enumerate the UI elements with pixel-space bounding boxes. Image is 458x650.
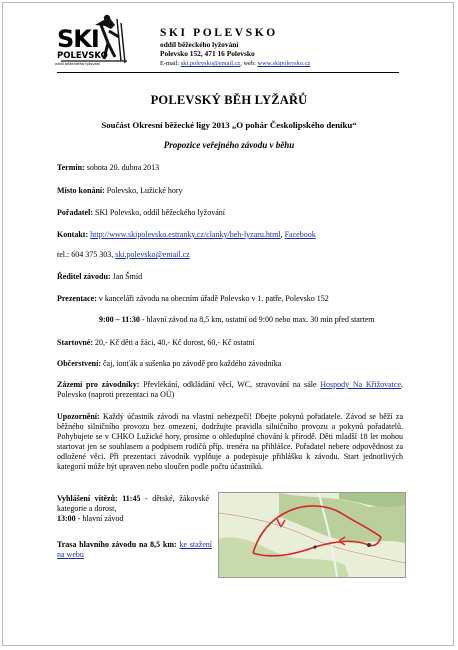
header-email-link[interactable]: ski.polevsko@email.cz bbox=[180, 60, 241, 67]
obcerstveni-line bbox=[57, 359, 281, 369]
reditel-value: Jan Šmíd bbox=[110, 272, 143, 281]
prezentace-rest: - hlavní závod na 8,5 km, ostatní od 9:00 nebo max. 30 min před startem bbox=[139, 315, 375, 324]
prezentace-label: Prezentace: bbox=[57, 294, 97, 303]
kontakt-sep: , bbox=[280, 230, 285, 239]
zazemi-rest: , Polevsko (naproti prezentaci na OÚ) bbox=[57, 380, 404, 399]
prezentace-value: v kanceláři závodu na obecním úřadě Polevsko v 1. patře, Polevsko 152 bbox=[96, 294, 329, 303]
termin-label: Termín: bbox=[57, 163, 85, 172]
logo-ski-glyph: SKI bbox=[57, 25, 99, 53]
tel-text: tel.: 604 375 303, bbox=[57, 250, 116, 259]
prezentace-line bbox=[57, 294, 329, 304]
vyhlaseni-label: Vyhlášení vítězů: bbox=[57, 494, 118, 503]
misto-value: Polevsko, Lužické hory bbox=[104, 186, 183, 195]
obcerstveni-label: Občerstvení: bbox=[57, 359, 101, 368]
kontakt-link[interactable]: http://www.skipolevsko.estranky.cz/clanky/beh-lyzaru.html bbox=[90, 230, 281, 239]
route-map-graphic bbox=[219, 493, 405, 577]
startovne-line bbox=[57, 338, 255, 348]
prezentace-time-line bbox=[99, 315, 375, 325]
reditel-line bbox=[57, 272, 142, 282]
zazemi-paragraph bbox=[57, 380, 403, 400]
kontakt-label: Kontakt: bbox=[57, 230, 89, 239]
tel-email-link[interactable]: ski.polevsko@email.cz bbox=[115, 250, 190, 259]
misto-label: Místo konání: bbox=[57, 186, 105, 195]
upozorneni-label: Upozornění: bbox=[57, 412, 100, 421]
prezentace-time: 9:00 – 11:30 bbox=[99, 315, 140, 324]
vyhlaseni-main-time: 13:00 bbox=[57, 514, 76, 523]
web-label: , web: bbox=[240, 60, 258, 67]
document-subtitle: Součást Okresní běžecké ligy 2013 „O pohár Českolipského deníku“ bbox=[101, 120, 357, 130]
ski-polevsko-logo bbox=[55, 13, 130, 71]
upozorneni-paragraph bbox=[57, 412, 403, 472]
org-section: oddíl běžeckého lyžování bbox=[160, 40, 239, 49]
header-web-link[interactable]: www.skipolevsko.cz bbox=[257, 60, 311, 67]
tel-line bbox=[57, 250, 190, 260]
upozorneni-value: Každý účastník závodí na vlastní nebezpečí! Dbejte pokynů pořadatele. Závod se běží za běžného silničního provozu bez omezení, dodržujte pravidla silničního provozu a pokynů pořadatelů. Pohybujete se v CHKO Lužické hory, prosíme o ohleduplné chování k přírodě. Děti mladší 18 let mohou startovat jen se souhlasem a podpisem rodičů příp. trenéra na přihlášce. Pořadatel nebere odpovědnost za odložené věci. Při prezentaci závodník vyplňuje a podepisuje přihlášku k závodu. Start jednotlivých kategorií může být upraven nebo sloučen podle počtu účastníků. bbox=[57, 412, 403, 471]
termin-value: sobota 20. dubna 2013 bbox=[84, 163, 160, 172]
trasa-download-link[interactable]: ke stažení na webu bbox=[57, 540, 212, 559]
route-map[interactable] bbox=[218, 492, 406, 578]
trasa-label: Trasa hlavního závodu na 8,5 km: bbox=[57, 540, 177, 549]
facebook-link[interactable]: Facebook bbox=[284, 230, 316, 239]
header-divider bbox=[57, 72, 399, 73]
misto-line bbox=[57, 186, 183, 196]
vyhlaseni-time: 11:45 bbox=[117, 494, 141, 503]
email-label: E-mail: bbox=[160, 60, 181, 67]
logo-sub: oddíl běžeckého lyžování bbox=[55, 62, 101, 66]
vyhlaseni-rest: - dětské, žákovské kategorie a dorost, bbox=[57, 494, 209, 513]
poradatel-value: SKI Polevsko, oddíl běžeckého lyžování bbox=[93, 208, 225, 217]
vyhlaseni-paragraph bbox=[57, 494, 209, 524]
poradatel-label: Pořadatel: bbox=[57, 208, 93, 217]
document-title: POLEVSKÝ BĚH LYŽAŘŮ bbox=[150, 93, 308, 107]
hospoda-link[interactable]: Hospody Na Křižovatce bbox=[320, 380, 402, 389]
org-name: SKI POLEVSKO bbox=[160, 27, 278, 39]
termin-line bbox=[57, 163, 159, 173]
vyhlaseni-main-rest: - hlavní závod bbox=[75, 514, 124, 523]
zazemi-label: Zázemí pro závodníky: bbox=[57, 380, 140, 389]
startovne-value: 20,- Kč děti a žáci, 40,- Kč dorost, 60,- Kč ostatní bbox=[93, 338, 255, 347]
logo-polevsko-glyph: POLEVSKO bbox=[57, 51, 108, 61]
poradatel-line bbox=[57, 208, 225, 218]
document-subtitle-propozice: Propozice veřejného závodu v běhu bbox=[163, 140, 295, 150]
kontakt-line bbox=[57, 230, 316, 240]
org-address: Polevsko 152, 471 16 Polevsko bbox=[160, 49, 255, 58]
trasa-paragraph bbox=[57, 540, 212, 560]
startovne-label: Startovné: bbox=[57, 338, 93, 347]
org-contacts bbox=[160, 60, 310, 68]
reditel-label: Ředitel závodu: bbox=[57, 272, 111, 281]
obcerstveni-value: čaj, ionťák a sušenka po závodě pro každého závodníka bbox=[101, 359, 282, 368]
zazemi-value: Převlékání, odkládání věcí, WC, stravování na sále bbox=[139, 380, 321, 389]
